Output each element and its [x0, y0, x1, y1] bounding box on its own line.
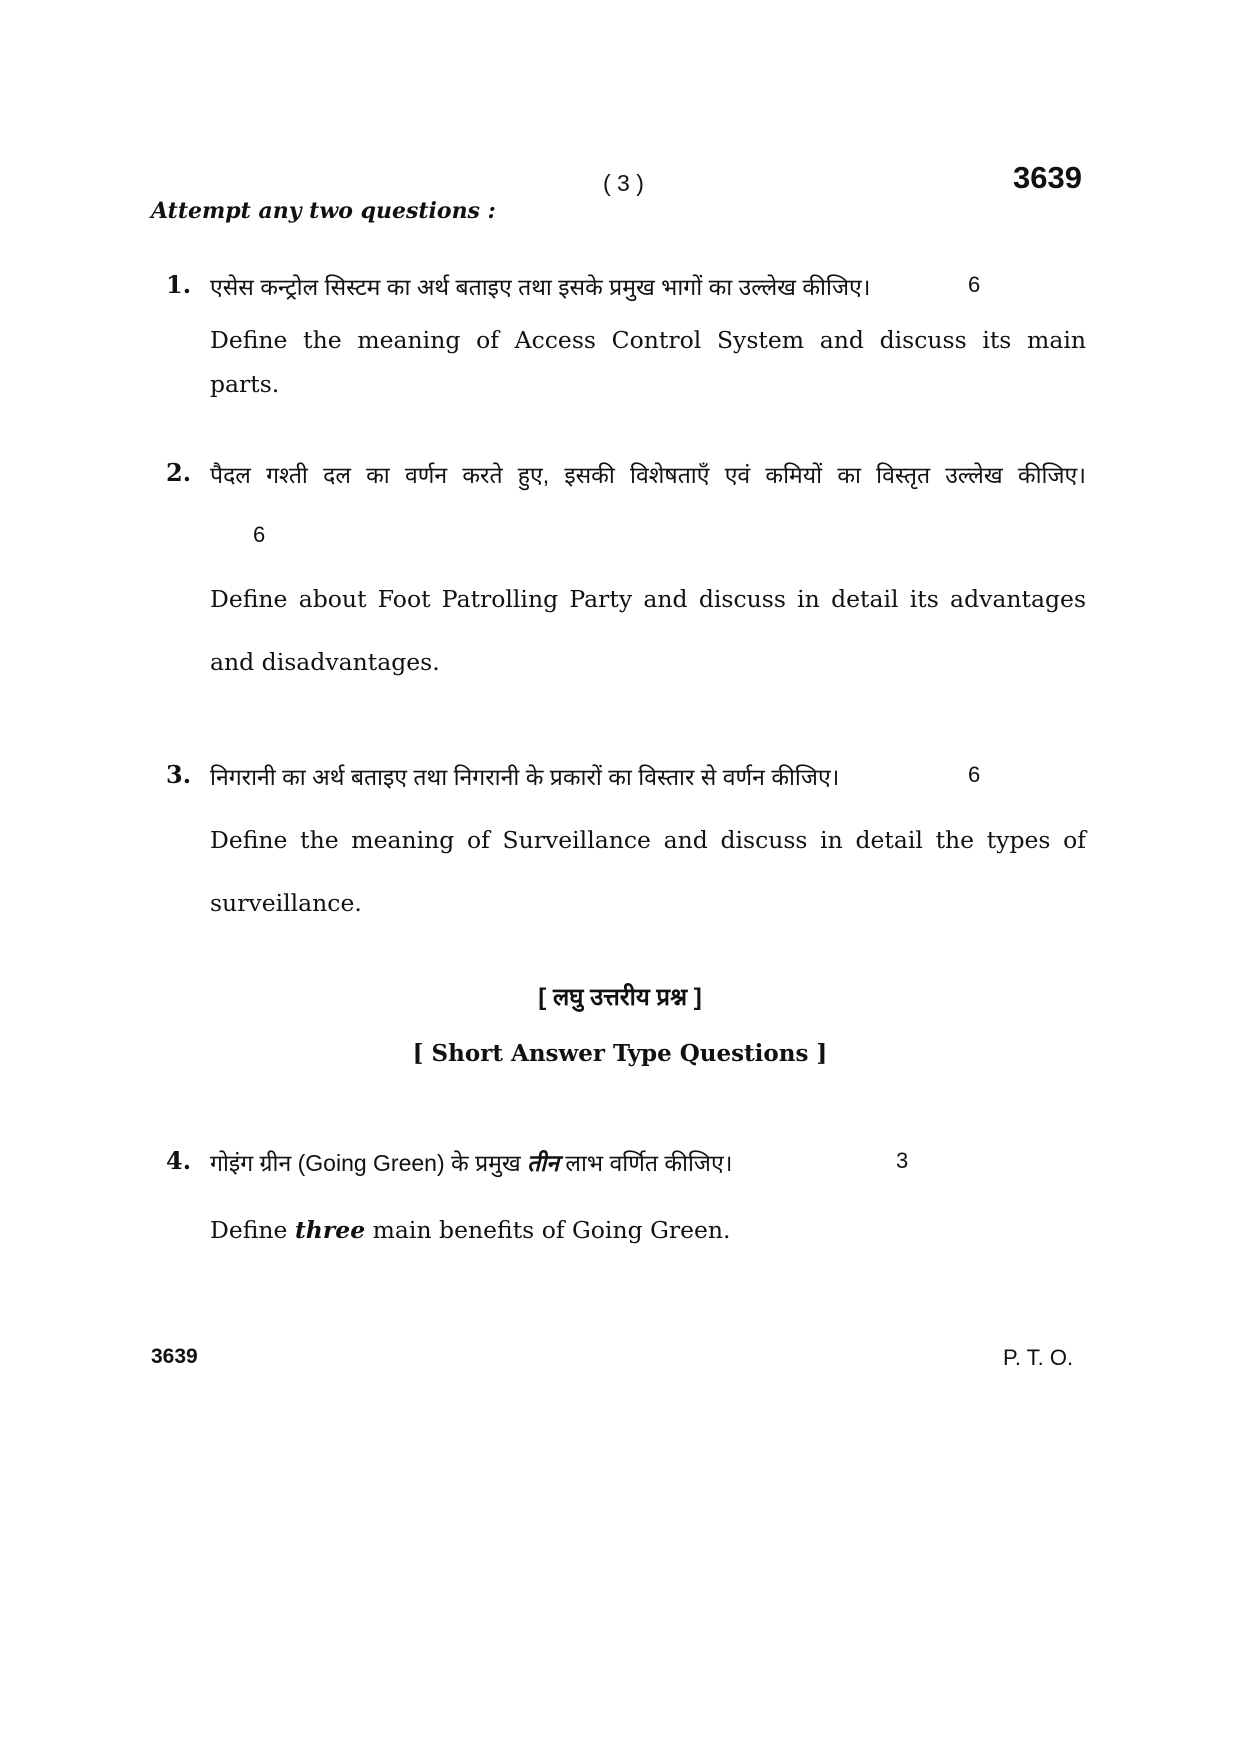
question-2-english-line2: and disadvantages. — [210, 648, 440, 676]
question-4-english — [210, 1216, 731, 1244]
section-heading-hindi: [ लघु उत्तरीय प्रश्न ] — [538, 984, 702, 1011]
question-1-english-line1: Define the meaning of Access Control System and discuss its main — [210, 326, 1086, 354]
question-3-english-line1: Define the meaning of Surveillance and discuss in detail the types of — [210, 826, 1086, 854]
question-3-english-line2: surveillance. — [210, 889, 362, 917]
question-4-hindi-part2: लाभ वर्णित कीजिए। — [558, 1150, 733, 1176]
question-2-english-line1: Define about Foot Patrolling Party and discuss in detail its advantages — [210, 585, 1086, 613]
question-2-marks: 6 — [253, 522, 266, 547]
question-4-english-part1: Define — [210, 1216, 295, 1244]
instruction-text: Attempt any two questions : — [151, 198, 496, 224]
question-1-marks: 6 — [968, 272, 981, 297]
question-4-english-emphasis: three — [294, 1216, 366, 1244]
question-4-hindi-emphasis: तीन — [527, 1150, 559, 1176]
question-4-number: 4. — [166, 1146, 192, 1175]
question-4-marks: 3 — [896, 1148, 909, 1173]
paper-code-footer: 3639 — [151, 1345, 198, 1368]
question-3-number: 3. — [166, 760, 192, 789]
paper-code-header: 3639 — [1013, 160, 1082, 195]
question-3-hindi: निगरानी का अर्थ बताइए तथा निगरानी के प्रकारों का विस्तार से वर्णन कीजिए। — [210, 764, 840, 790]
question-4-hindi — [210, 1146, 732, 1178]
question-1-english-line2: parts. — [210, 370, 280, 398]
question-3-marks: 6 — [968, 762, 981, 787]
question-1-number: 1. — [166, 270, 192, 299]
section-heading-english: [ Short Answer Type Questions ] — [412, 1040, 828, 1067]
question-2-hindi: पैदल गश्ती दल का वर्णन करते हुए, इसकी विशेषताएँ एवं कमियों का विस्तृत उल्लेख कीजिए। — [210, 462, 1086, 488]
page-number: ( 3 ) — [603, 170, 644, 196]
question-2-number: 2. — [166, 458, 192, 487]
question-4-hindi-part1: गोइंग ग्रीन (Going Green) के प्रमुख — [210, 1150, 528, 1176]
please-turn-over: P. T. O. — [1003, 1345, 1074, 1370]
question-4-english-part2: main benefits of Going Green. — [365, 1216, 731, 1244]
question-1-hindi: एसेस कन्ट्रोल सिस्टम का अर्थ बताइए तथा इसके प्रमुख भागों का उल्लेख कीजिए। — [210, 274, 871, 300]
